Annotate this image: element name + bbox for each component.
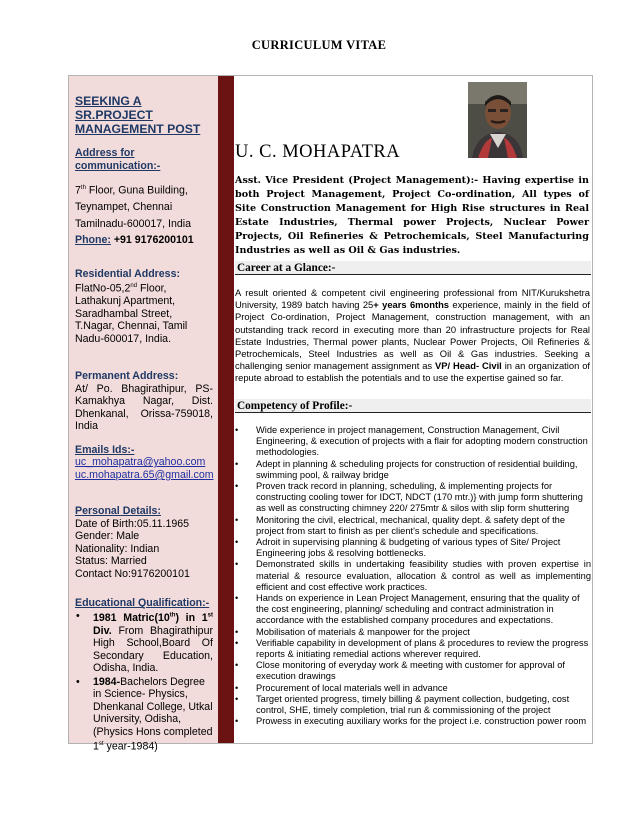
residential-label: Residential Address: xyxy=(75,267,180,280)
email-link-1[interactable]: uc_mohapatra@yahoo.com xyxy=(75,456,206,469)
address-comm-line3: Tamilnadu-600017, India xyxy=(75,217,192,230)
post-summary: Asst. Vice President (Project Management):- Having expertise in both Project Management, Project Co-ordination, All types of Site Construction Management for High Rise structures in Real Estate Industries, Thermal power Projects, Nuclear Power Projects, Oil Refineries & Petrochemicals, Steel Manufacturing Industries as well as Oil & Gas industries. xyxy=(235,175,589,256)
marital-status: Status: Married xyxy=(75,555,147,568)
cv-page xyxy=(68,75,593,754)
page-title: CURRICULUM VITAE xyxy=(251,38,387,52)
emails-label: Emails Ids:- xyxy=(75,443,135,456)
competency-item: • Adroit in supervising planning & budgeting of various types of Site/ Project Engineering jobs & resolving bottlenecks. xyxy=(235,537,591,559)
phone-value: +91 9176200101 xyxy=(110,234,194,247)
phone-label: Phone: xyxy=(75,234,111,247)
competency-item: • Close monitoring of everyday work & meeting with customer for approval of execution drawings xyxy=(235,660,591,682)
residential-address: Lathakunj Apartment, Saradhambal Street, T.Nagar, Chennai, Tamil Nadu-600017, India. xyxy=(75,295,188,345)
career-heading: Career at a Glance:- xyxy=(235,261,591,275)
email-link-2[interactable]: uc.mohapatra.65@gmail.com xyxy=(75,468,214,481)
competency-item: • Prowess in executing auxiliary works for the project i.e. construction power room xyxy=(235,716,591,727)
competency-item: • Procurement of local materials well in advance xyxy=(235,683,591,694)
sidebar xyxy=(69,76,218,754)
permanent-address: At/ Po. Bhagirathipur, PS-Kamakhya Nagar, Dist. Dhenkanal, Orissa-759018, India xyxy=(75,382,213,433)
personal-label: Personal Details: xyxy=(75,505,161,518)
competency-item: • Verifiable capability in development of plans & procedures to review the progress reports & initiating remedial actions wherever required. xyxy=(235,638,591,660)
phone-line xyxy=(75,234,213,247)
education-item-1: • 1981 Matric(10th) in 1st Div. From Bhagirathipur High School,Board Of Secondary Education, Odisha, India. xyxy=(75,610,213,675)
seeking-heading: SEEKING A SR.PROJECT MANAGEMENT POST xyxy=(75,94,201,136)
education-item-2: • 1984-Bachelors Degree in Science- Physics, Dhenkanal College, Utkal University, Odisha, (Physics Hons completed 1st year-1984) xyxy=(75,676,213,754)
competency-item: • Monitoring the civil, electrical, mechanical, quality dept. & safety dept of the project from start to finish as per client's schedule and specifications. xyxy=(235,515,591,537)
competency-item: • Adept in planning & scheduling projects for construction of residential building, swimming pool, & railway bridge xyxy=(235,459,591,481)
gender: Gender: Male xyxy=(75,530,140,543)
candidate-name: U. C. MOHAPATRA xyxy=(235,142,401,162)
sidebar-content xyxy=(75,95,213,754)
address-comm-line1: 7th Floor, Guna Building, xyxy=(75,184,188,197)
competency-heading: Competency of Profile:- xyxy=(235,399,591,413)
education-label: Educational Qualification:- xyxy=(75,597,210,610)
permanent-label: Permanent Address: xyxy=(75,370,179,383)
competency-item: • Proven track record in planning, scheduling, & implementing projects for constructing cooling tower for IDCT, NDCT (170 mtr.)} with jump form shuttering as well as constructing chimney 220/ 275mtr & silos with slip form shuttering xyxy=(235,481,591,515)
address-comm-line2: Teynampet, Chennai xyxy=(75,201,173,214)
education-list xyxy=(75,610,213,754)
address-comm-label: Address for communication:- xyxy=(75,147,161,172)
dob: Date of Birth:05.11.1965 xyxy=(75,517,190,530)
competency-item: • Hands on experience in Lean Project Management, ensuring that the quality of the cost engineering, planning/ scheduling and contract administration in accordance with the established company procedures and expectations. xyxy=(235,593,591,627)
competency-list xyxy=(235,425,591,727)
person-photo-icon xyxy=(468,82,527,158)
career-summary: A result oriented & competent civil engineering professional from NIT/Kurukshetra University, 1989 batch having 25+ years 6months experience, mainly in the field of Project Co-ordination, Project Management, construction management, with an outstanding track record in executing more than 20 infrastructure projects for Real Estate Industries, Thermal power plants, Nuclear Power Projects, Oil Refineries & Petrochemicals, Steel Industries as well as Oil & Gas industries. Seeking a challenging senior management assignment as VP/ Head- Civil in an organization of repute abroad to establish the potentials and to use the expertise gained so far. xyxy=(235,287,591,384)
contact-number: Contact No:9176200101 xyxy=(75,567,190,580)
main-content xyxy=(235,76,591,743)
sidebar-divider xyxy=(218,76,234,743)
profile-photo xyxy=(468,82,527,158)
competency-item: • Wide experience in project management, Construction Management, Civil Engineering, & execution of projects with a flair for adopting modern construction methodologies. xyxy=(235,425,591,459)
nationality: Nationality: Indian xyxy=(75,542,160,555)
competency-item: • Demonstrated skills in undertaking feasibility studies with proven expertise in material & resource evaluation, allocation & control as well as implementing efficient and cost effective work practices. xyxy=(235,559,591,593)
competency-item: • Mobilisation of materials & manpower for the project xyxy=(235,627,591,638)
competency-item: • Target oriented progress, timely billing & payment collection, budgeting, cost control, SHE, timely completion, trial run & commissioning of the project xyxy=(235,694,591,716)
residential-line1: FlatNo-05,2nd Floor, xyxy=(75,282,167,295)
